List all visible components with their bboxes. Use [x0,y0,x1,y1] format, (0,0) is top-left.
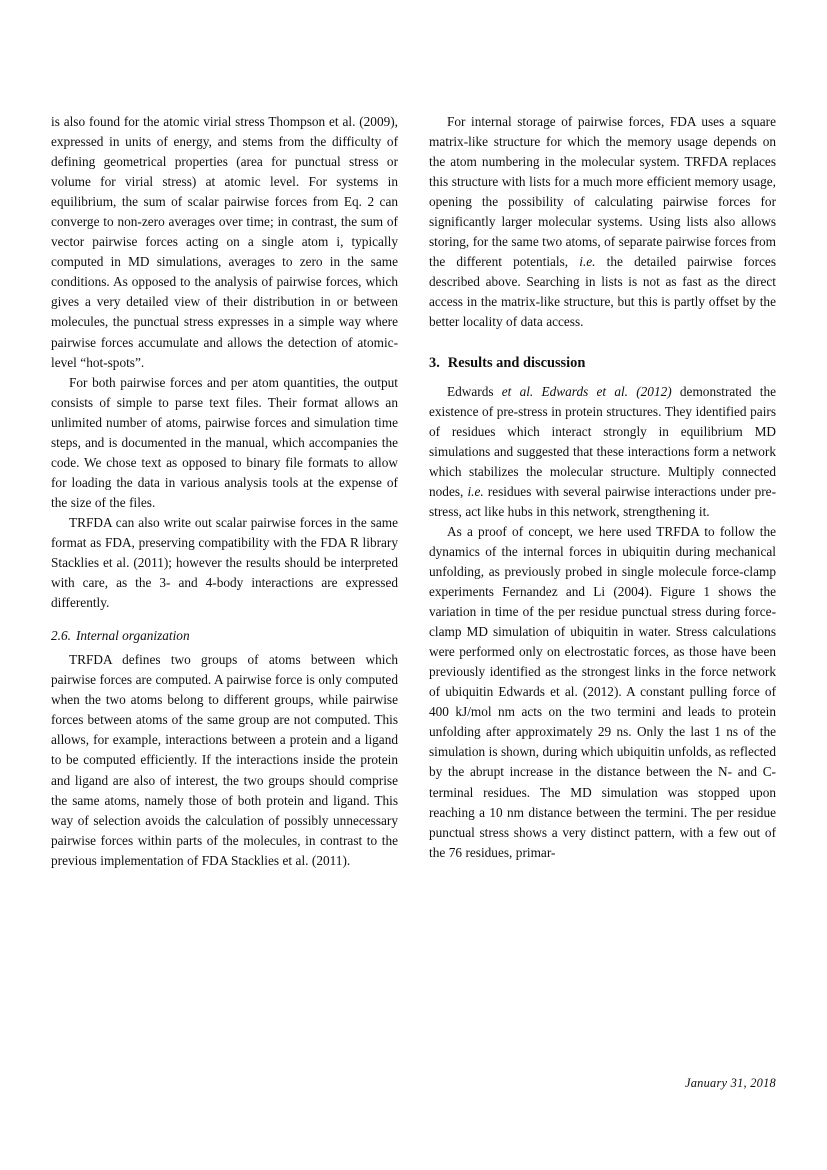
paragraph-edwards-prestress [429,382,776,522]
section-heading-results-and-discussion [429,333,776,382]
paragraph-virial-stress: is also found for the atomic virial stress Thompson et al. (2009), expressed in units of energy, and stems from the difficulty of defining geometrical properties (area for punctual stress or volume for virial stress) at atomic level. For systems in equilibrium, the sum of scalar pairwise forces from Eq. 2 can converge to non-zero averages over time; in contrast, the sum of vector pairwise forces acting on a single atom i, typically computed in MD simulations, averages to zero in the same conditions. As opposed to the analysis of pairwise forces, which gives a very detailed view of their distribution in or between molecules, the punctual stress expresses in a simple way where pairwise forces accumulate and allows the detection of atomic-level “hot-spots”. [51,114,398,370]
paragraph-edwards-run3: residues with several pairwise interactions under pre-stress, act like hubs in this network, strengthening it. [429,483,776,519]
paragraph-edwards-run2: demonstrated the existence of pre-stress in protein structures. They identified pairs of residues which interact strongly in equilibrium MD simulations and suggested that these interactions form a network which stabilizes the molecular structure. Multiply connected nodes, [429,383,777,499]
subsection-heading-internal-organization [51,613,398,650]
paragraph-trfda-scalar-forces: TRFDA can also write out scalar pairwise forces in the same format as FDA, preserving compatibility with the FDA R library Stacklies et al. (2011); however the results should be interpreted with care, as the 3- and 4-body interactions are expressed differently. [51,514,398,611]
section-number: 3. [429,354,440,371]
paragraph-output-text-files: For both pairwise forces and per atom quantities, the output consists of simple to parse text files. Their format allows an unlimited number of atoms, pairwise forces and simulation time steps, and is documented in the manual, which accompanies the code. We chose text as opposed to binary file formats to allow for loading the data in various analysis tools at the expense of the size of the files. [51,374,398,510]
page-content-area [51,112,776,1092]
right-column [429,112,776,871]
left-column [51,112,398,871]
paragraph-proof-of-concept-ubiquitin: As a proof of concept, we here used TRFDA to follow the dynamics of the internal forces in ubiquitin during mechanical unfolding, as previously probed in single molecule force-clamp experiments Fernandez and Li (2004). Figure 1 shows the variation in time of the per residue punctual stress during force-clamp MD simulation of ubiquitin in water. Stress calculations were performed only on electrostatic forces, as those have been previously identified as the strongest links in the force network of ubiquitin Edwards et al. (2012). A constant pulling force of 400 kJ/mol nm acts on the two termini and leads to protein unfolding after approximately 29 ns. Only the last 1 ns of the simulation is shown, during which ubiquitin unfolds, as reflected by the abrupt increase in the distance between the N- and C-terminal residues. The MD simulation was stopped upon reaching a 10 nm distance between the termini. The per residue punctual stress shows a very distinct pattern, with a few out of the 76 residues, primar- [429,523,776,860]
paragraph-edwards-run1: Edwards [447,383,502,399]
paragraph-two-groups-of-atoms: TRFDA defines two groups of atoms between which pairwise forces are computed. A pairwise force is only computed when the two atoms belong to different groups, while pairwise forces between atoms of the same group are not computed. This allows, for example, interactions between a protein and a ligand to be computed efficiently. If the interactions inside the protein and ligand are also of interest, the two groups should comprise the same atoms, namely those of both protein and ligand. This way of selection avoids the calculation of possibly unnecessary pairwise forces within parts of the molecules, in contrast to the previous implementation of FDA Stacklies et al. (2011). [51,652,398,868]
paragraph-internal-storage [429,112,776,333]
subsection-number: 2.6. [51,628,71,644]
section-title: Results and discussion [447,354,586,371]
paragraph-edwards-italic-ie: i.e. [467,483,484,499]
paragraph-internal-storage-run1: For internal storage of pairwise forces, FDA uses a square matrix-like structure for which the memory usage depends on the atom numbering in the molecular system. TRFDA replaces this structure with lists for a much more efficient memory usage, opening the possibility of calculating pairwise forces for significantly larger molecular systems. Using lists also allows storing, for the same two atoms, of separate pairwise forces from the different potentials, [429,114,776,270]
paragraph-internal-storage-italic-ie: i.e. [579,254,596,270]
footer-date: January 31, 2018 [684,1076,776,1090]
paragraph-internal-storage-run2: the detailed pairwise forces described above. Searching in lists is not as fast as the direct access in the matrix-like structure, but this is partly offset by the better locality of data access. [429,254,776,330]
subsection-title: Internal organization [75,628,190,644]
two-column-layout [51,112,776,871]
paragraph-edwards-citation-italic: et al. Edwards et al. (2012) [501,383,672,399]
